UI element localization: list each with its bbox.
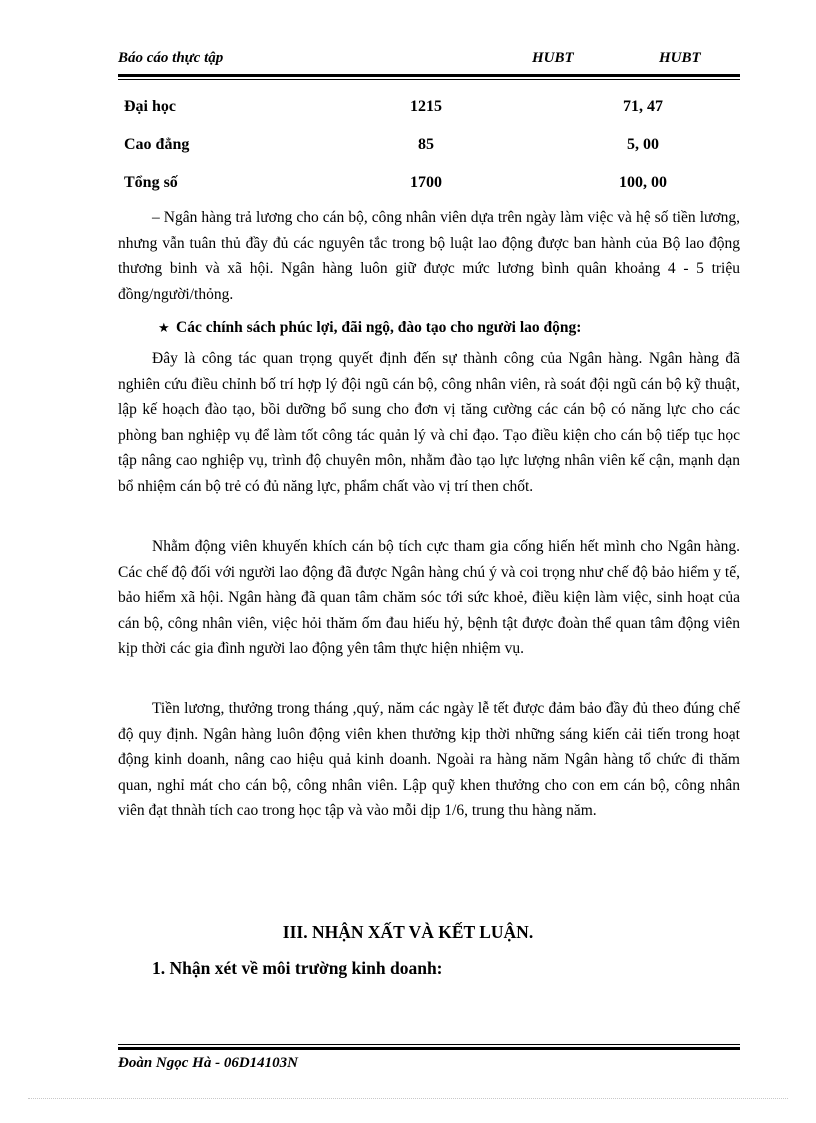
bullet-heading: [158, 319, 581, 337]
row-label: Đại học: [124, 98, 176, 115]
paragraph-salary: [118, 205, 740, 307]
table-row: [118, 168, 740, 206]
bullet-heading-text: Các chính sách phúc lợi, đãi ngộ, đào tạo cho người lao động:: [176, 319, 582, 336]
header-label-1: HUBT: [532, 50, 574, 66]
row-percent: 100, 00: [619, 174, 667, 191]
footer-rule-thick: [118, 1047, 740, 1050]
paragraph-training: [118, 346, 740, 499]
section-title: III. NHẬN XẤT VÀ KẾT LUẬN.: [282, 922, 534, 942]
row-percent: 71, 47: [623, 98, 663, 115]
paragraph-benefits: [118, 534, 740, 662]
staff-table: [118, 92, 740, 206]
subsection-title: 1. Nhận xét về môi trường kinh doanh:: [152, 958, 443, 978]
paragraph-text: Đây là công tác quan trọng quyết định đến sự thành công của Ngân hàng. Ngân hàng đã nghiên cứu điều chỉnh bố trí hợp lý đội ngũ cán bộ, công nhân viên, rà soát đội ngũ cán bộ kỹ thuật, lập kế hoạch đào tạo, bồi dưỡng bổ sung cho đơn vị tăng cường các cán bộ có năng lực cho các phòng ban nghiệp vụ để làm tốt công tác quản lý và chỉ đạo. Tạo điều kiện cho cán bộ tiếp tục học tập nâng cao nghiệp vụ, trình độ chuyên môn, nhằm đào tạo lực lượng nhân viên kế cận, mạnh dạn bổ nhiệm cán bộ trẻ có đủ năng lực, phẩm chất vào vị trí then chốt.: [118, 350, 740, 495]
table-row: [118, 130, 740, 168]
footer-author: Đoàn Ngọc Hà - 06D14103N: [118, 1055, 298, 1071]
header-title: Báo cáo thực tập: [118, 50, 224, 66]
header-rule-thick: [118, 74, 740, 77]
paragraph-text: Nhằm động viên khuyến khích cán bộ tích cực tham gia cống hiến hết mình cho Ngân hàng. Các chế độ đối với người lao động đã được Ngân hàng chú ý và coi trọng như chế độ bảo hiểm y tế, bảo hiểm xã hội. Ngân hàng đã quan tâm chăm sóc tới sức khoẻ, điều kiện làm việc, sinh hoạt của cán bộ, công nhân viên, việc hỏi thăm ốm đau hiếu hỷ, bệnh tật được đoàn thể quan tâm động viên kịp thời các gia đình người lao động yên tâm thực hiện nhiệm vụ.: [118, 538, 740, 657]
row-count: 1700: [410, 174, 442, 191]
row-count: 85: [418, 136, 434, 153]
paragraph-rewards: [118, 696, 740, 824]
page-break-divider: [28, 1098, 788, 1099]
table-row: [118, 92, 740, 130]
header-rule-thin: [118, 79, 740, 80]
paragraph-text: – Ngân hàng trả lương cho cán bộ, công nhân viên dựa trên ngày làm việc và hệ số tiền lương, nhưng vẫn tuân thủ đầy đủ các nguyên tắc trong bộ luật lao động được ban hành của Bộ lao động thương binh và xã hội. Ngân hàng luôn giữ được mức lương bình quân khoảng 4 - 5 triệu đồng/người/thỏng.: [118, 209, 740, 303]
row-label: Cao đẳng: [124, 136, 190, 153]
row-label: Tổng số: [124, 174, 178, 191]
row-percent: 5, 00: [627, 136, 659, 153]
header-label-2: HUBT: [659, 50, 701, 66]
page-header: [118, 48, 740, 70]
row-count: 1215: [410, 98, 442, 115]
footer-rule-thin: [118, 1044, 740, 1045]
star-icon: ★: [158, 321, 170, 336]
paragraph-text: Tiền lương, thưởng trong tháng ,quý, năm các ngày lễ tết được đảm bảo đầy đủ theo đúng chế độ quy định. Ngân hàng luôn động viên khen thưởng kịp thời những sáng kiến cải tiến trong hoạt động kinh doanh, nâng cao hiệu quả kinh doanh. Ngoài ra hàng năm Ngân hàng tổ chức đi thăm quan, nghỉ mát cho cán bộ, công nhân viên. Lập quỹ khen thưởng cho con em cán bộ, công nhân viên đạt thnàh tích cao trong học tập và vào mỗi dịp 1/6, trung thu hàng năm.: [118, 700, 740, 819]
